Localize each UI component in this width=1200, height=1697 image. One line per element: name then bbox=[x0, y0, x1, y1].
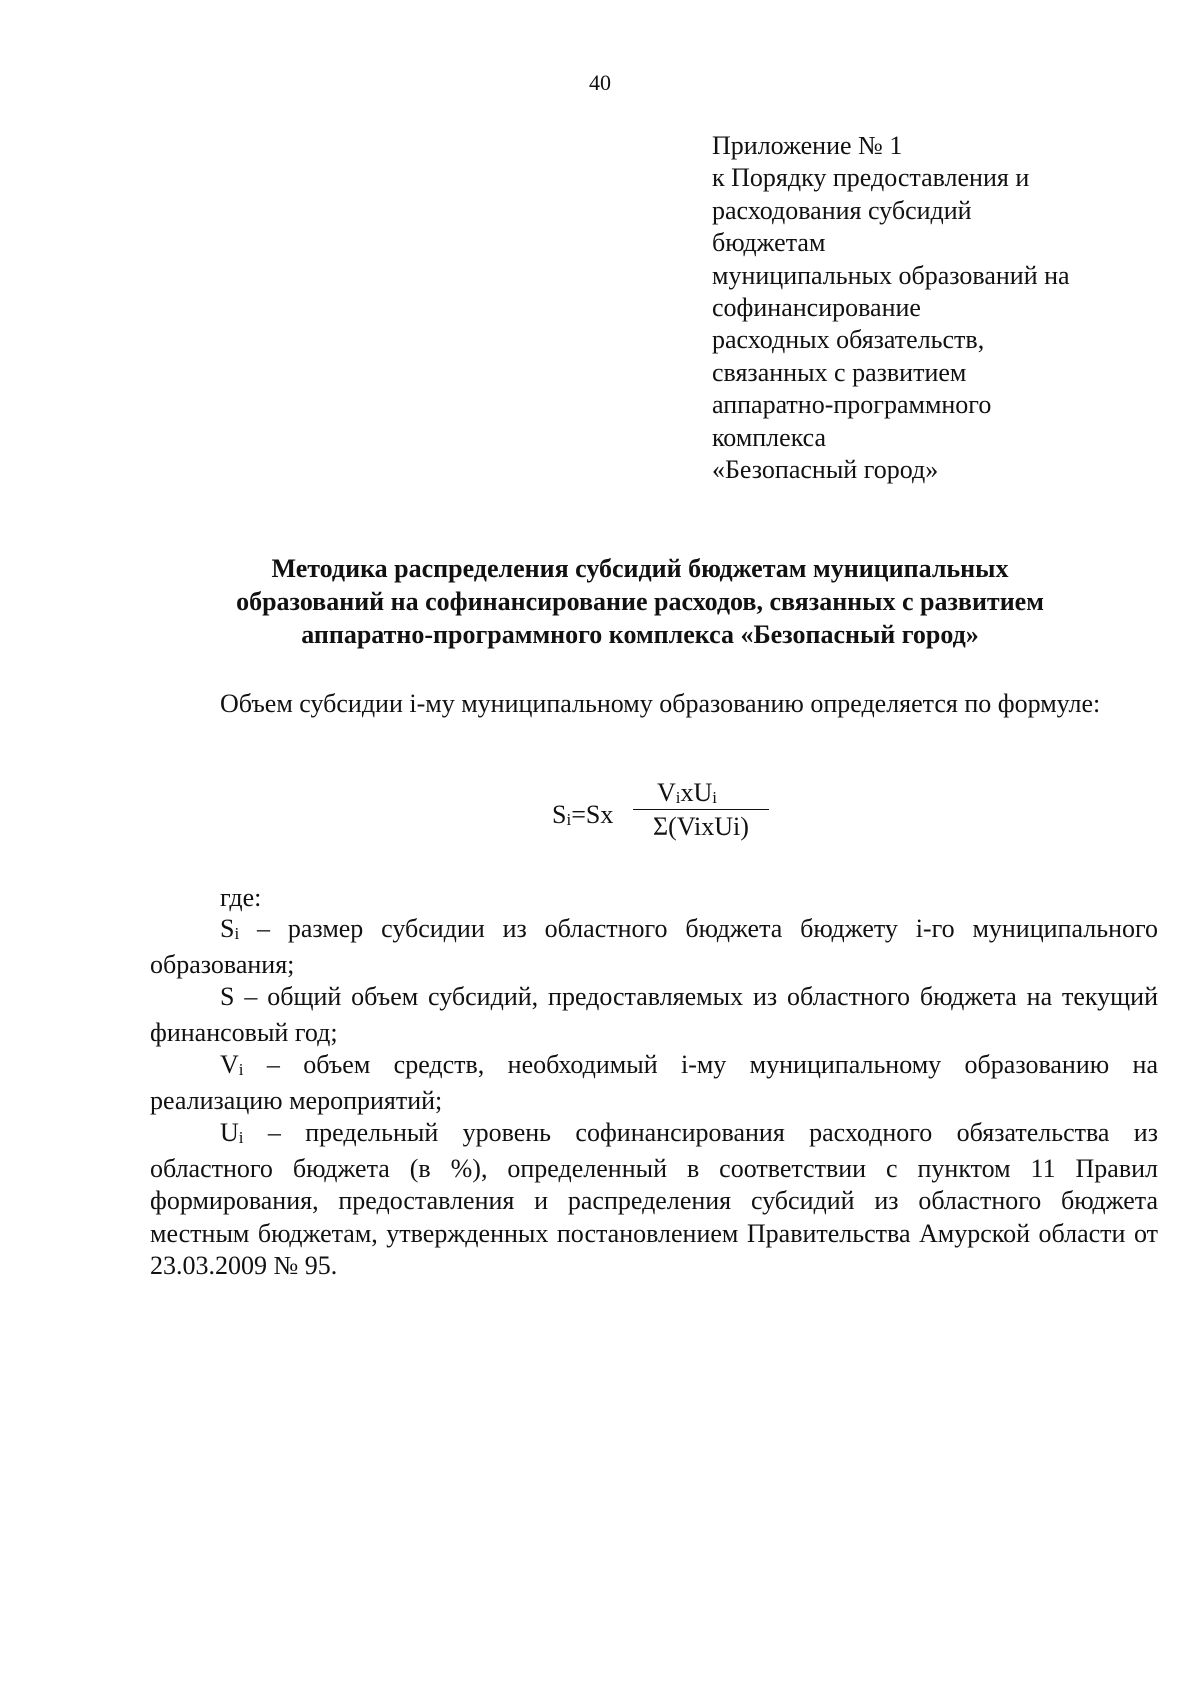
formula-numerator bbox=[633, 778, 769, 808]
formula-symbol: V bbox=[656, 778, 676, 807]
definition-subscript: i bbox=[238, 1060, 244, 1079]
appendix-line: расходных обязательств, bbox=[712, 325, 985, 355]
definition-symbol: V bbox=[220, 1050, 239, 1079]
title-line: образований на софинансирование расходов, связанных с развитием bbox=[236, 587, 1044, 616]
appendix-line: расходования субсидий bbox=[712, 195, 972, 225]
formula-subscript: i bbox=[712, 788, 718, 807]
document-title bbox=[140, 552, 1140, 651]
definition-item bbox=[150, 981, 1158, 1049]
definitions-list bbox=[150, 913, 1158, 1283]
definition-item bbox=[150, 913, 1158, 981]
definition-text: – общий объем субсидий, предоставляемых из областного бюджета на текущий финансовый год; bbox=[150, 982, 1158, 1047]
definition-text: – предельный уровень софинансирования расходного обязательства из областного бюджета (в %), определенный в соответствии с пунктом 11 Правил формирования, предоставления и распределения субсидий из областного бюджета местным бюджетам, утвержденных постановлением Правительства Амурской области от 23.03.2009 № 95. bbox=[150, 1118, 1158, 1280]
title-line: аппаратно-программного комплекса «Безопасный город» bbox=[301, 620, 979, 649]
fraction-bar bbox=[633, 809, 769, 810]
formula-symbol: S bbox=[552, 800, 567, 829]
formula-fraction bbox=[633, 778, 769, 842]
definition-text: – размер субсидии из областного бюджета бюджету i-го муниципального образования; bbox=[150, 914, 1158, 979]
appendix-line: бюджетам bbox=[712, 228, 826, 258]
definition-symbol: U bbox=[220, 1118, 239, 1147]
definition-subscript: i bbox=[234, 924, 240, 943]
definition-symbol: S bbox=[220, 914, 235, 943]
formula-subscript: i bbox=[675, 788, 681, 807]
page-number: 40 bbox=[589, 70, 611, 95]
intro-paragraph: Объем субсидии i-му муниципальному образованию определяется по формуле: bbox=[220, 689, 1101, 718]
definition-text: – объем средств, необходимый i-му муниципальному образованию на реализацию мероприятий; bbox=[150, 1050, 1158, 1115]
definition-subscript: i bbox=[238, 1128, 244, 1147]
appendix-line: аппаратно-программного bbox=[712, 390, 992, 420]
formula-subscript: i bbox=[566, 810, 572, 829]
appendix-line: комплекса bbox=[712, 422, 827, 452]
formula-symbol: =Sx bbox=[571, 800, 614, 829]
appendix-header bbox=[712, 130, 1152, 486]
appendix-line: Приложение № 1 bbox=[712, 131, 903, 160]
appendix-line: «Безопасный город» bbox=[712, 455, 939, 485]
definition-item bbox=[150, 1049, 1158, 1117]
where-label: где: bbox=[220, 883, 262, 912]
definition-symbol: S bbox=[220, 982, 235, 1011]
formula-lhs bbox=[552, 800, 613, 830]
appendix-line: софинансирование bbox=[712, 293, 921, 323]
definition-item bbox=[150, 1117, 1158, 1283]
formula-denominator: Σ(VixUi) bbox=[653, 812, 749, 841]
appendix-line: к Порядку предоставления и bbox=[712, 163, 1030, 193]
formula-symbol: xU bbox=[680, 778, 713, 807]
appendix-line: связанных с развитием bbox=[712, 357, 967, 387]
title-line: Методика распределения субсидий бюджетам муниципальных bbox=[271, 554, 1009, 583]
appendix-line: муниципальных образований на bbox=[712, 260, 1070, 290]
